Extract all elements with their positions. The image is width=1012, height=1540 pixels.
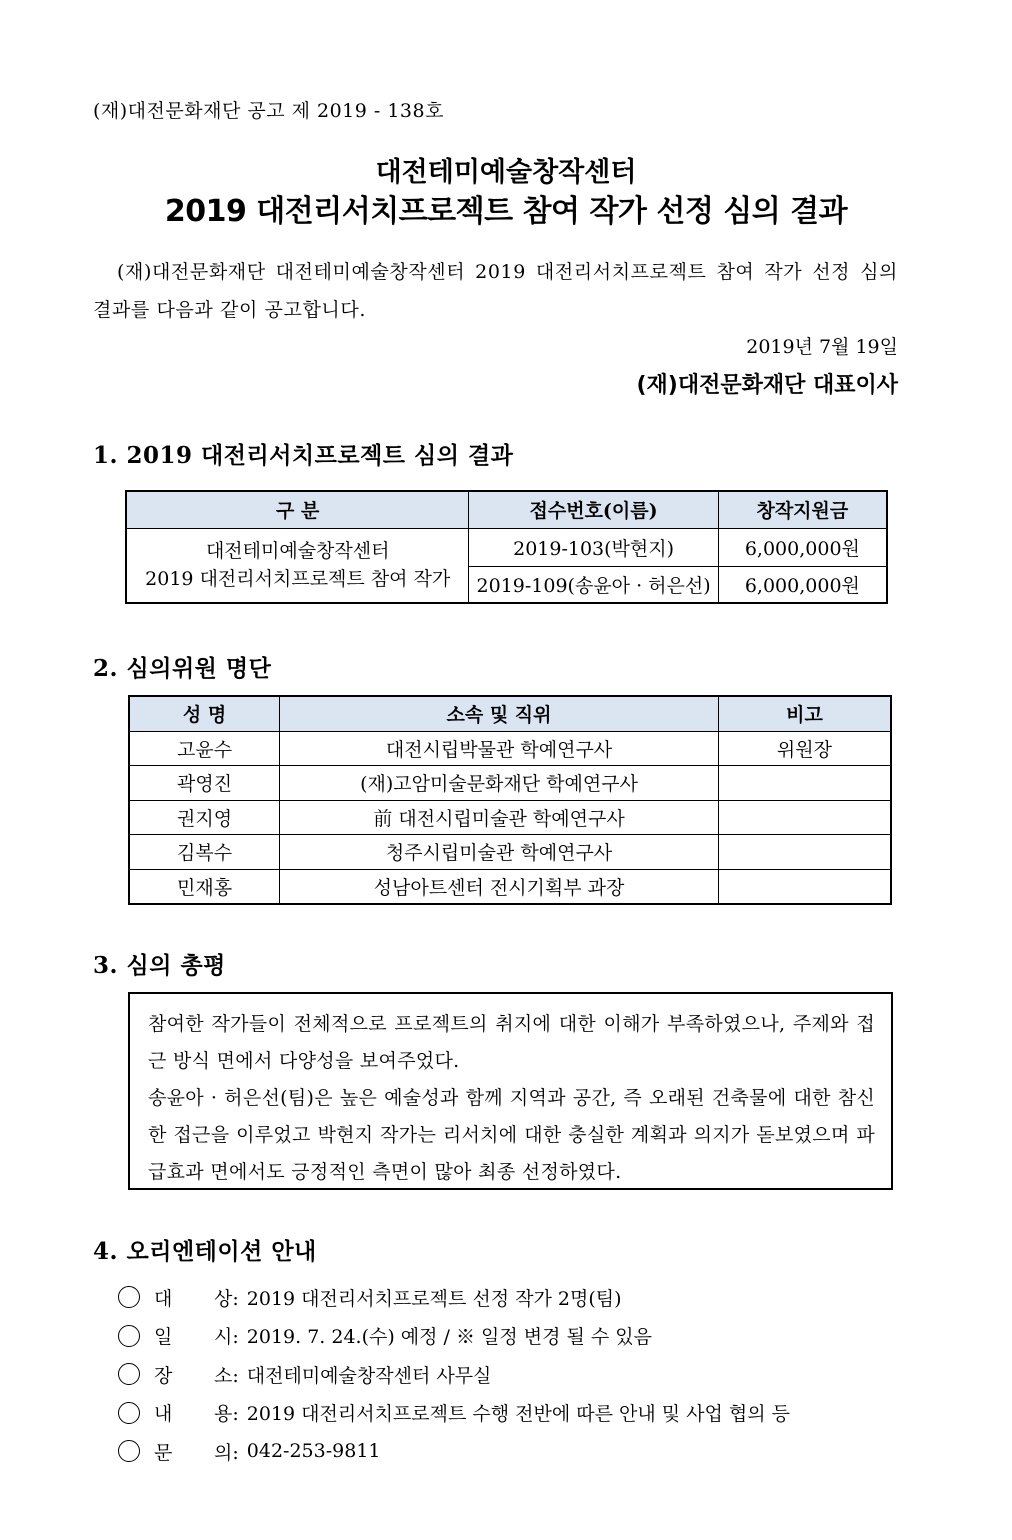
item-value: 2019 대전리서치프로젝트 수행 전반에 따른 안내 및 사업 협의 등 bbox=[246, 1403, 790, 1426]
circle-bullet-icon bbox=[118, 1363, 140, 1385]
item-key-end: 용: bbox=[214, 1403, 239, 1426]
item-key-start: 일 bbox=[154, 1326, 173, 1349]
list-item bbox=[118, 1432, 908, 1471]
section4-heading: 4. 오리엔테이션 안내 bbox=[93, 1238, 317, 1265]
item-value: 2019. 7. 24.(수) 예정 / ※ 일정 변경 될 수 있음 bbox=[246, 1326, 653, 1349]
member-affiliation: (재)고암미술문화재단 학예연구사 bbox=[280, 766, 719, 801]
item-key-start: 대 bbox=[154, 1287, 173, 1310]
table-header: 비고 bbox=[718, 696, 891, 731]
item-value: 042-253-9811 bbox=[246, 1440, 381, 1463]
member-name: 권지영 bbox=[129, 800, 280, 835]
member-note bbox=[718, 869, 891, 904]
review-paragraph-1: 참여한 작가들이 전체적으로 프로젝트의 취지에 대한 이해가 부족하였으나, 주제와 접근 방식 면에서 다양성을 보여주었다. bbox=[148, 1013, 875, 1072]
table-row bbox=[129, 835, 891, 870]
member-name: 김복수 bbox=[129, 835, 280, 870]
member-note: 위원장 bbox=[718, 731, 891, 766]
table-header: 성 명 bbox=[129, 696, 280, 731]
member-affiliation: 前 대전시립미술관 학예연구사 bbox=[280, 800, 719, 835]
section3-heading: 3. 심의 총평 bbox=[93, 952, 226, 979]
member-note bbox=[718, 835, 891, 870]
list-item bbox=[118, 1355, 908, 1394]
item-key-end: 상: bbox=[214, 1287, 239, 1310]
category-line-1: 대전테미예술창작센터 bbox=[205, 540, 390, 563]
title-line-2: 2019 대전리서치프로젝트 참여 작가 선정 심의 결과 bbox=[164, 194, 848, 229]
issuer: (재)대전문화재단 대표이사 bbox=[636, 373, 898, 398]
table-row bbox=[129, 800, 891, 835]
member-name: 민재홍 bbox=[129, 869, 280, 904]
item-value: 대전테미예술창작센터 사무실 bbox=[246, 1364, 492, 1387]
table-header: 구 분 bbox=[126, 491, 469, 528]
section1-heading: 1. 2019 대전리서치프로젝트 심의 결과 bbox=[93, 442, 514, 469]
circle-bullet-icon bbox=[118, 1325, 140, 1347]
table-row bbox=[129, 869, 891, 904]
category-line-2: 2019 대전리서치프로젝트 참여 작가 bbox=[145, 568, 451, 591]
review-summary-box bbox=[128, 992, 893, 1190]
circle-bullet-icon bbox=[118, 1286, 140, 1308]
grant-amount: 6,000,000원 bbox=[718, 528, 887, 566]
circle-bullet-icon bbox=[118, 1440, 140, 1462]
member-affiliation: 대전시립박물관 학예연구사 bbox=[280, 731, 719, 766]
application-number: 2019-103(박현지) bbox=[469, 528, 718, 566]
committee-table bbox=[128, 695, 892, 905]
table-header: 접수번호(이름) bbox=[469, 491, 718, 528]
member-note bbox=[718, 800, 891, 835]
item-key-start: 내 bbox=[154, 1403, 173, 1426]
list-item bbox=[118, 1394, 908, 1433]
table-row bbox=[129, 731, 891, 766]
category-cell bbox=[126, 528, 469, 603]
member-affiliation: 성남아트센터 전시기획부 과장 bbox=[280, 869, 719, 904]
member-name: 곽영진 bbox=[129, 766, 280, 801]
grant-amount: 6,000,000원 bbox=[718, 566, 887, 603]
item-value: 2019 대전리서치프로젝트 선정 작가 2명(팀) bbox=[246, 1287, 622, 1310]
item-key-start: 장 bbox=[154, 1364, 173, 1387]
announcement-date: 2019년 7월 19일 bbox=[746, 336, 898, 358]
item-key-start: 문 bbox=[154, 1441, 173, 1464]
member-affiliation: 청주시립미술관 학예연구사 bbox=[280, 835, 719, 870]
member-name: 고윤수 bbox=[129, 731, 280, 766]
table-header: 창작지원금 bbox=[718, 491, 887, 528]
item-key-end: 소: bbox=[214, 1364, 239, 1387]
member-note bbox=[718, 766, 891, 801]
orientation-list bbox=[118, 1278, 908, 1471]
review-paragraph-2: 송윤아 · 허은선(팀)은 높은 예술성과 함께 지역과 공간, 즉 오래된 건축물에 대한 참신한 접근을 이루었고 박현지 작가는 리서치에 대한 충실한 계획과 의지가 돋보였으며 파급효과 면에서도 긍정적인 측면이 많아 최종 선정하였다. bbox=[148, 1087, 875, 1183]
selection-result-table bbox=[125, 490, 888, 604]
section2-heading: 2. 심의위원 명단 bbox=[93, 655, 272, 682]
list-item bbox=[118, 1317, 908, 1356]
table-header: 소속 및 직위 bbox=[280, 696, 719, 731]
title-line-1: 대전테미예술창작센터 bbox=[375, 157, 637, 188]
list-item bbox=[118, 1278, 908, 1317]
circle-bullet-icon bbox=[118, 1402, 140, 1424]
application-number: 2019-109(송윤아 · 허은선) bbox=[469, 566, 718, 603]
item-key-end: 의: bbox=[214, 1441, 239, 1464]
notice-number: (재)대전문화재단 공고 제 2019 - 138호 bbox=[93, 100, 444, 122]
table-row bbox=[129, 766, 891, 801]
intro-paragraph: (재)대전문화재단 대전테미예술창작센터 2019 대전리서치프로젝트 참여 작가 선정 심의 결과를 다음과 같이 공고합니다. bbox=[93, 261, 898, 321]
item-key-end: 시: bbox=[214, 1326, 239, 1349]
